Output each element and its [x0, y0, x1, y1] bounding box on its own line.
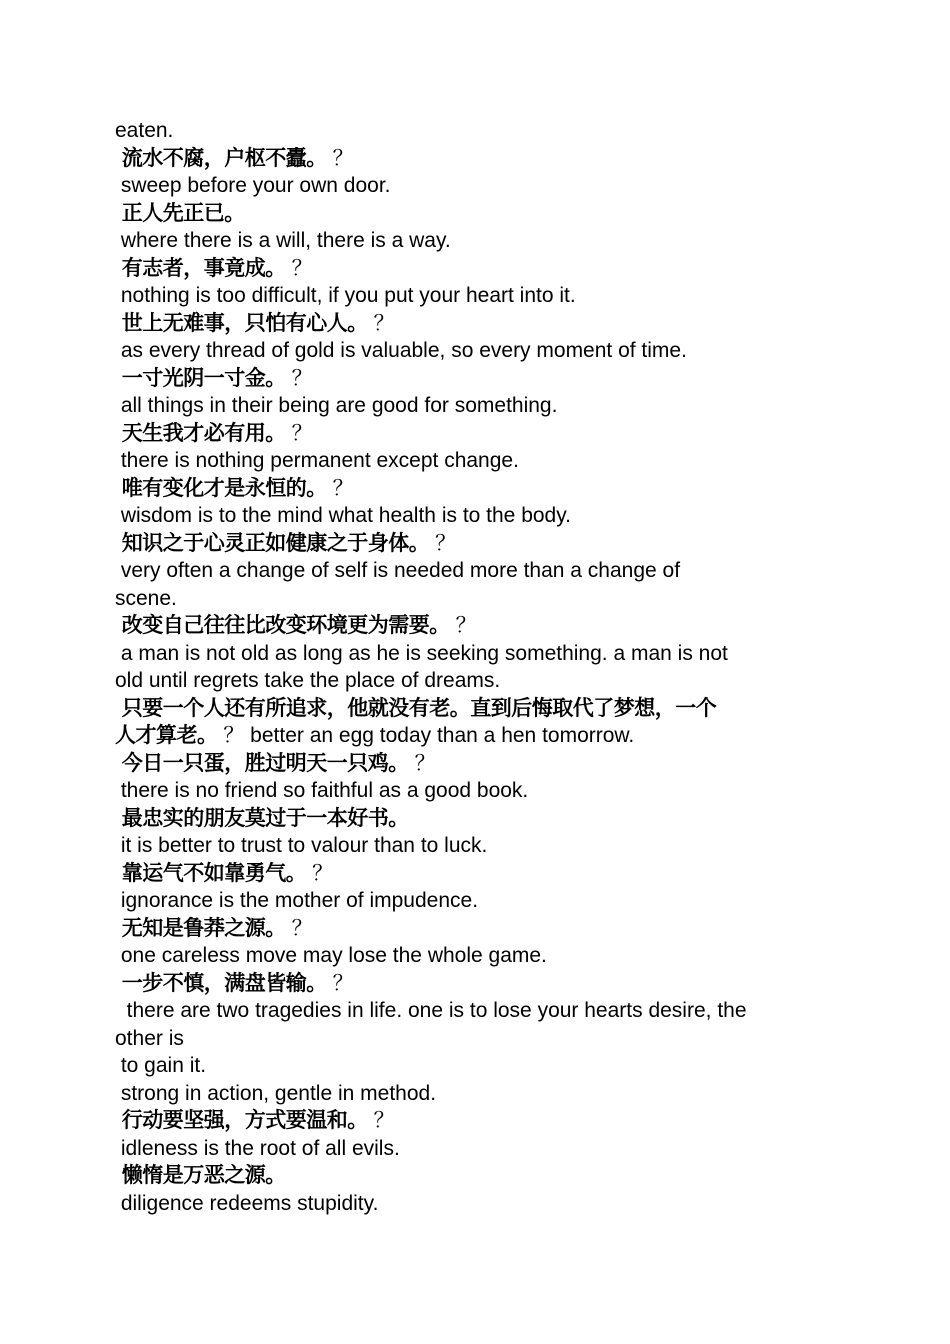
english-line: scene.	[115, 586, 177, 610]
line-tail-text: ？	[285, 256, 313, 280]
english-line: sweep before your own door.	[115, 174, 391, 197]
chinese-text: 一步不慎，满盘皆输。	[115, 970, 327, 995]
chinese-text: 一寸光阴一寸金。	[115, 365, 286, 390]
english-line: there are two tragedies in life. one is to lose your hearts desire, the	[115, 999, 747, 1022]
chinese-line	[115, 722, 845, 750]
chinese-line	[115, 915, 845, 943]
english-line: one careless move may lose the whole game.	[115, 944, 547, 967]
english-line: where there is a will, there is a way.	[115, 229, 451, 252]
chinese-text: 靠运气不如靠勇气。	[115, 860, 307, 885]
chinese-line	[115, 612, 845, 640]
english-line: ignorance is the mother of impudence.	[115, 889, 479, 912]
line-tail-text: ？	[367, 1109, 395, 1132]
english-line: all things in their being are good for something.	[115, 394, 558, 417]
chinese-line	[115, 255, 845, 283]
line-tail-text: ？	[408, 751, 436, 775]
chinese-text: 今日一只蛋，胜过明天一只鸡。	[115, 750, 409, 775]
line-tail-text: ？ better an egg today than a hen tomorrow.	[217, 724, 635, 747]
english-line: a man is not old as long as he is seeking something. a man is not	[115, 641, 728, 665]
line-tail-text: ？	[285, 916, 313, 940]
chinese-text: 知识之于心灵正如健康之于身体。	[115, 530, 430, 555]
line-tail-text: ？	[326, 146, 354, 170]
chinese-line	[115, 145, 845, 173]
chinese-line	[115, 420, 845, 448]
chinese-text: 行动要坚强，方式要温和。	[115, 1108, 368, 1132]
chinese-line	[115, 750, 845, 778]
english-line: nothing is too difficult, if you put your heart into it.	[115, 284, 576, 307]
english-line: wisdom is to the mind what health is to the body.	[115, 504, 572, 527]
chinese-line	[115, 860, 845, 888]
chinese-text: 最忠实的朋友莫过于一本好书。	[115, 805, 409, 830]
english-line: there is nothing permanent except change.	[115, 449, 519, 472]
line-tail-text: ？	[326, 476, 354, 500]
line-tail-text: ？	[449, 614, 477, 637]
chinese-line	[115, 695, 845, 723]
english-line: other is	[115, 1026, 184, 1050]
chinese-text: 世上无难事，只怕有心人。	[115, 310, 368, 335]
chinese-text: 唯有变化才是永恒的。	[115, 475, 327, 500]
chinese-text: 只要一个人还有所追求，他就没有老。直到后悔取代了梦想，一个	[115, 695, 717, 720]
line-tail-text: ？	[285, 366, 313, 390]
chinese-text: 流水不腐，户枢不蠹。	[115, 145, 327, 170]
english-line: idleness is the root of all evils.	[115, 1136, 400, 1160]
line-tail-text: ？	[367, 311, 395, 335]
english-line: very often a change of self is needed more than a change of	[115, 559, 681, 582]
line-tail-text: ？	[285, 421, 313, 445]
chinese-line	[115, 475, 845, 503]
chinese-text: 人才算老。	[115, 723, 218, 747]
chinese-text: 懒惰是万恶之源。	[115, 1163, 286, 1187]
chinese-line	[115, 805, 845, 833]
line-tail-text: ？	[326, 971, 354, 995]
english-line: old until regrets take the place of dreams.	[115, 669, 501, 692]
chinese-line	[115, 1107, 845, 1135]
english-line: it is better to trust to valour than to luck.	[115, 834, 488, 857]
chinese-text: 天生我才必有用。	[115, 420, 286, 445]
english-line: there is no friend so faithful as a good book.	[115, 779, 529, 802]
english-line: strong in action, gentle in method.	[115, 1081, 437, 1105]
chinese-text: 无知是鲁莽之源。	[115, 915, 286, 940]
chinese-line	[115, 310, 845, 338]
english-line: to gain it.	[115, 1054, 207, 1077]
chinese-line	[115, 1162, 845, 1190]
line-tail-text: ？	[429, 531, 457, 555]
chinese-line	[115, 970, 845, 998]
document-page	[115, 117, 845, 1217]
english-line: eaten.	[115, 119, 174, 142]
chinese-line	[115, 200, 845, 228]
english-line: as every thread of gold is valuable, so every moment of time.	[115, 339, 687, 362]
chinese-line	[115, 365, 845, 393]
chinese-text: 正人先正已。	[115, 200, 245, 225]
chinese-line	[115, 530, 845, 558]
chinese-text: 改变自己往往比改变环境更为需要。	[115, 613, 450, 637]
chinese-text: 有志者，事竟成。	[115, 255, 286, 280]
english-line: diligence redeems stupidity.	[115, 1191, 379, 1215]
line-tail-text: ？	[306, 861, 334, 885]
